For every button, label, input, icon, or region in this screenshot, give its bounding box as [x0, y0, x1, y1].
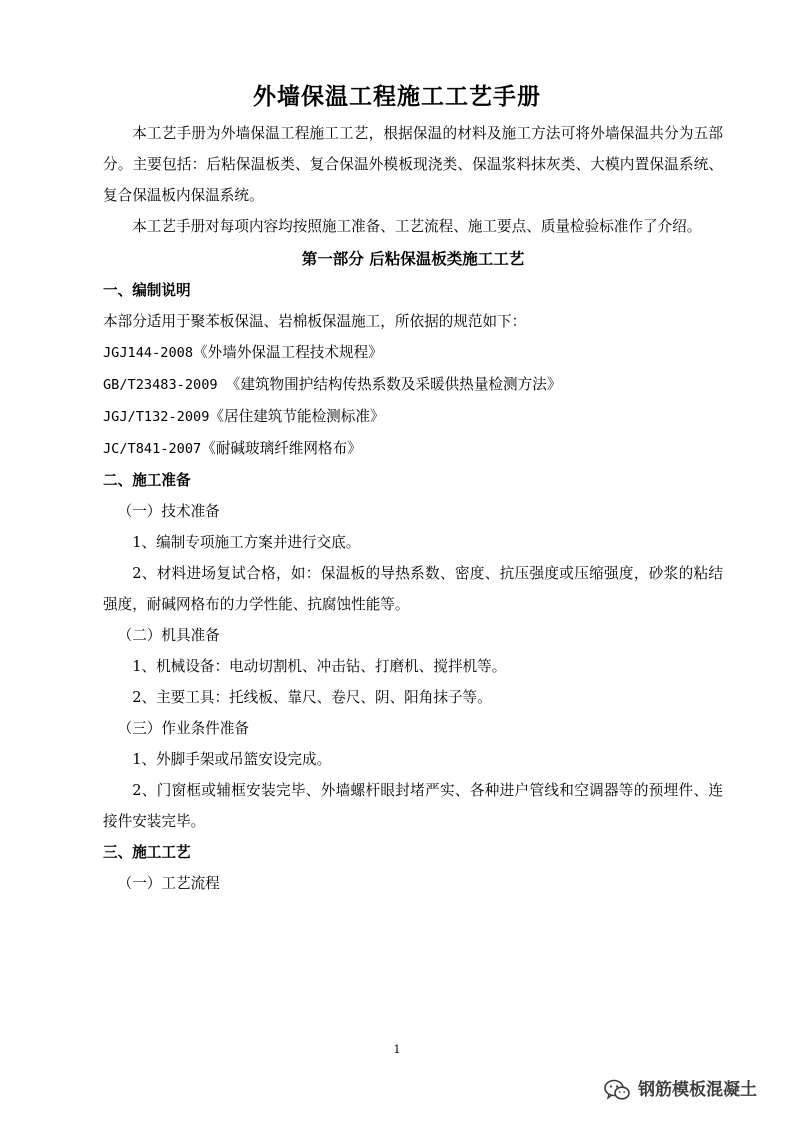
standard-item [103, 401, 723, 433]
list-item: 1、外脚手架或吊篮安设完成。 [132, 751, 332, 768]
watermark-text: 钢筋模板混凝土 [638, 1080, 757, 1100]
part-title: 第一部分 后粘保温板类施工工艺 [301, 250, 525, 268]
document-title: 外墙保温工程施工工艺手册 [253, 84, 541, 110]
standard-code: JGJ144-2008 [103, 345, 194, 361]
section-heading-2: 二、施工准备 [103, 472, 191, 489]
section1-text: 本部分适用于聚苯板保温、岩棉板保温施工，所依据的规范如下： [103, 313, 527, 330]
list-item: 2、材料进场复试合格，如：保温板的导热系数、密度、抗压强度或压缩强度，砂浆的粘结强度，耐碱网格布的力学性能、抗腐蚀性能等。 [103, 565, 723, 613]
list-item: 1、机械设备：电动切割机、冲击钻、打磨机、搅拌机等。 [132, 658, 507, 675]
standard-name: 《居住建筑节能检测标准》 [209, 408, 385, 425]
subsection-title: （一）技术准备 [117, 503, 220, 520]
standard-name: 《耐碱玻璃纤维网格布》 [201, 440, 362, 457]
page-number: 1 [393, 1043, 401, 1056]
watermark [604, 1075, 757, 1105]
section-heading-3: 三、施工工艺 [103, 844, 191, 861]
subsection-title: （一）工艺流程 [117, 875, 220, 892]
standard-name: 《外墙外保温工程技术规程》 [193, 344, 383, 361]
standard-code: JC/T841-2007 [103, 441, 202, 457]
wechat-icon [604, 1079, 630, 1101]
list-item: 1、编制专项施工方案并进行交底。 [132, 534, 361, 551]
intro-paragraph-1: 本工艺手册为外墙保温工程施工工艺，根据保温的材料及施工方法可将外墙保温共分为五部分。主要包括：后粘保温板类、复合保温外模板现浇类、保温浆料抹灰类、大模内置保温系统、复合保温板内保温系统。 [103, 125, 723, 204]
standard-item [103, 433, 723, 465]
standard-item [103, 369, 723, 401]
document-body [103, 118, 723, 899]
intro-paragraph-2: 本工艺手册对每项内容均按照施工准备、工艺流程、施工要点、质量检验标准作了介绍。 [132, 218, 702, 235]
subsection-title: （三）作业条件准备 [117, 720, 249, 737]
standard-code: GB/T23483-2009 [103, 377, 226, 393]
list-item: 2、门窗框或辅框安装完毕、外墙螺杆眼封堵严实、各种进户管线和空调器等的预埋件、连接件安装完毕。 [103, 782, 723, 830]
standard-name: 《建筑物围护结构传热系数及采暖供热量检测方法》 [225, 376, 562, 393]
standard-item [103, 337, 723, 369]
list-item: 2、主要工具：托线板、靠尺、卷尺、阴、阳角抹子等。 [132, 689, 492, 706]
standard-code: JGJ/T132-2009 [103, 409, 210, 425]
subsection-title: （二）机具准备 [117, 627, 220, 644]
section-heading-1: 一、编制说明 [103, 282, 191, 299]
